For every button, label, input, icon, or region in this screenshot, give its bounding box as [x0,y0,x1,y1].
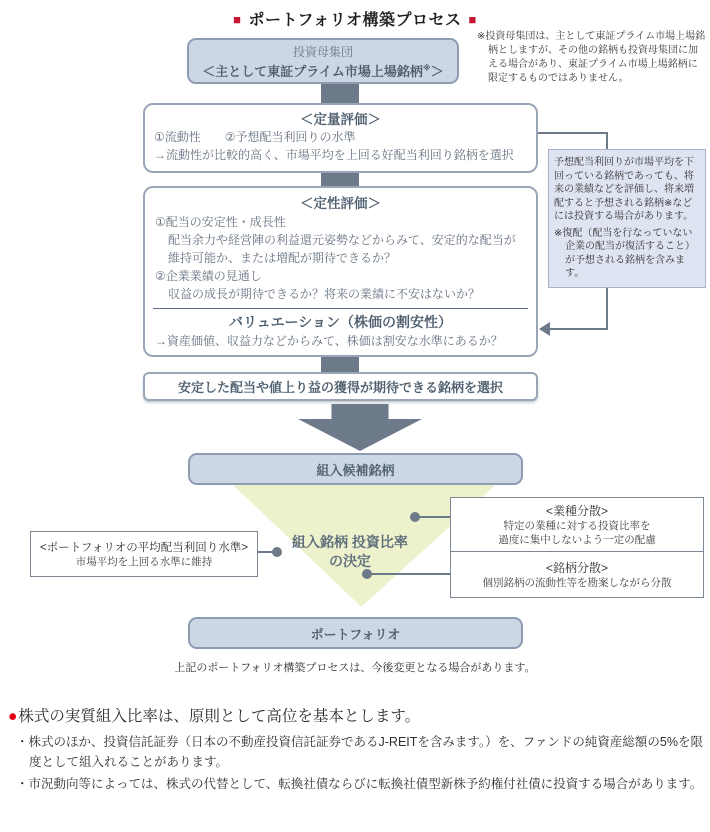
portfolio-box [188,617,523,649]
notes-item-1: ・株式のほか、投資信託証券（日本の不動産投資信託証券であるJ-REITを含みます。）を、ファンドの純資産総額の5%を限度として組入れることがあります。 [16,735,703,769]
notes-item-2: ・市況動向等によっては、株式の代替として、転換社債ならびに転換社債型新株予約権付社債に投資する場合があります。 [16,777,703,791]
quantitative-heading: ＜定量評価＞ [300,112,381,127]
stock-heading: <銘柄分散> [545,560,609,575]
qualitative-item2-desc: 収益の成長が期待できるか？将来の業績に不安はないか？ [168,287,481,301]
notes-list [16,732,706,796]
qualitative-heading: ＜定性評価＞ [300,196,381,211]
side-note-para2: ※復配（配当を行なっていない企業の配当が復活すること）が予想される銘柄を含みます。 [554,227,695,279]
universe-box [187,38,459,84]
industry-connector-dot [410,512,420,522]
feedback-line-top [536,132,608,134]
page-title [0,7,710,30]
universe-box-line1: 投資母集団 [292,44,353,59]
title-right-square-icon: ■ [468,12,477,27]
title-left-square-icon: ■ [233,12,242,27]
selection-box-text: 安定した配当や値上り益の獲得が期待できる銘柄を選択 [177,380,503,395]
side-note-para1: 予想配当利回りが市場平均を下回っている銘柄であっても、将来の業績などを評価し、将来増配すると予想される銘柄※などには投資する場合があります。 [554,157,694,222]
qualitative-box [143,186,538,357]
stock-connector-dot [362,569,372,579]
universe-box-line2 [202,61,443,80]
decision-line2: の決定 [329,552,371,569]
stock-desc: 個別銘柄の流動性等を勘案しながら分散 [482,576,672,589]
left-connector-dot [272,547,282,557]
decision-label [268,533,432,571]
avg-yield-box [30,531,258,577]
universe-line2-close: ＞ [430,63,444,79]
industry-heading: <業種分散> [545,503,609,518]
feedback-line-bottom [549,328,608,330]
red-bullet-icon: ● [8,708,18,725]
avg-yield-desc: 市場平均を上回る水準に維持 [75,555,213,568]
notes-heading [8,704,420,726]
valuation-divider [153,308,528,309]
stock-connector-line [370,573,450,575]
quantitative-line2: →流動性が比較的高く、市場平均を上回る好配当利回り銘柄を選択 [154,148,514,162]
industry-diversification-box [450,497,704,552]
industry-line2: 過度に集中しないよう一定の配慮 [498,533,656,546]
valuation-desc: →資産価値、収益力などからみて、株価は割安な水準にあるか？ [155,334,503,348]
notes-heading-text: 株式の実質組入比率は、原則として高位を基本とします。 [18,708,421,725]
industry-connector-line [418,516,450,518]
quantitative-line1: ①流動性 ②予想配当利回りの水準 [154,130,356,144]
quantitative-box [143,103,538,173]
avg-yield-heading: <ポートフォリオの平均配当利回り水準> [40,541,248,554]
selection-box [143,372,538,401]
industry-line1: 特定の業種に対する投資比率を [503,519,651,532]
candidate-box-text: 組入候補銘柄 [316,462,395,478]
universe-line2-open: ＜主として東証プライム市場上場銘柄 [202,63,423,79]
feedback-arrowhead-icon [539,322,550,336]
qualitative-item1: ①配当の安定性・成長性 [155,215,286,229]
page-title-text: ポートフォリオ構築プロセス [248,12,462,29]
decision-line1: 組入銘柄 投資比率 [292,534,408,550]
universe-line2-footnote-mark: ※ [422,63,431,73]
candidate-box [188,453,523,485]
qualitative-item2: ②企業業績の見通し [155,269,262,283]
portfolio-box-text: ポートフォリオ [310,626,401,642]
valuation-heading: バリュエーション（株価の割安性） [228,314,453,330]
universe-note: ※投資母集団は、主として東証プライム市場上場銘柄としますが、その他の銘柄も投資母集団に加える場合があり、東証プライム市場上場銘柄に限定するものではありません。 [477,31,706,84]
qualitative-item1-desc: 配当余力や経営陣の利益還元姿勢などからみて、安定的な配当が維持可能か、または増配が期待できるか？ [168,233,516,265]
big-down-arrow-icon [298,404,422,451]
stock-diversification-box [450,551,704,598]
process-caption: 上記のポートフォリオ構築プロセスは、今後変更となる場合があります。 [174,662,536,674]
connector-bar-1 [321,82,359,105]
dividend-side-note [548,149,706,288]
